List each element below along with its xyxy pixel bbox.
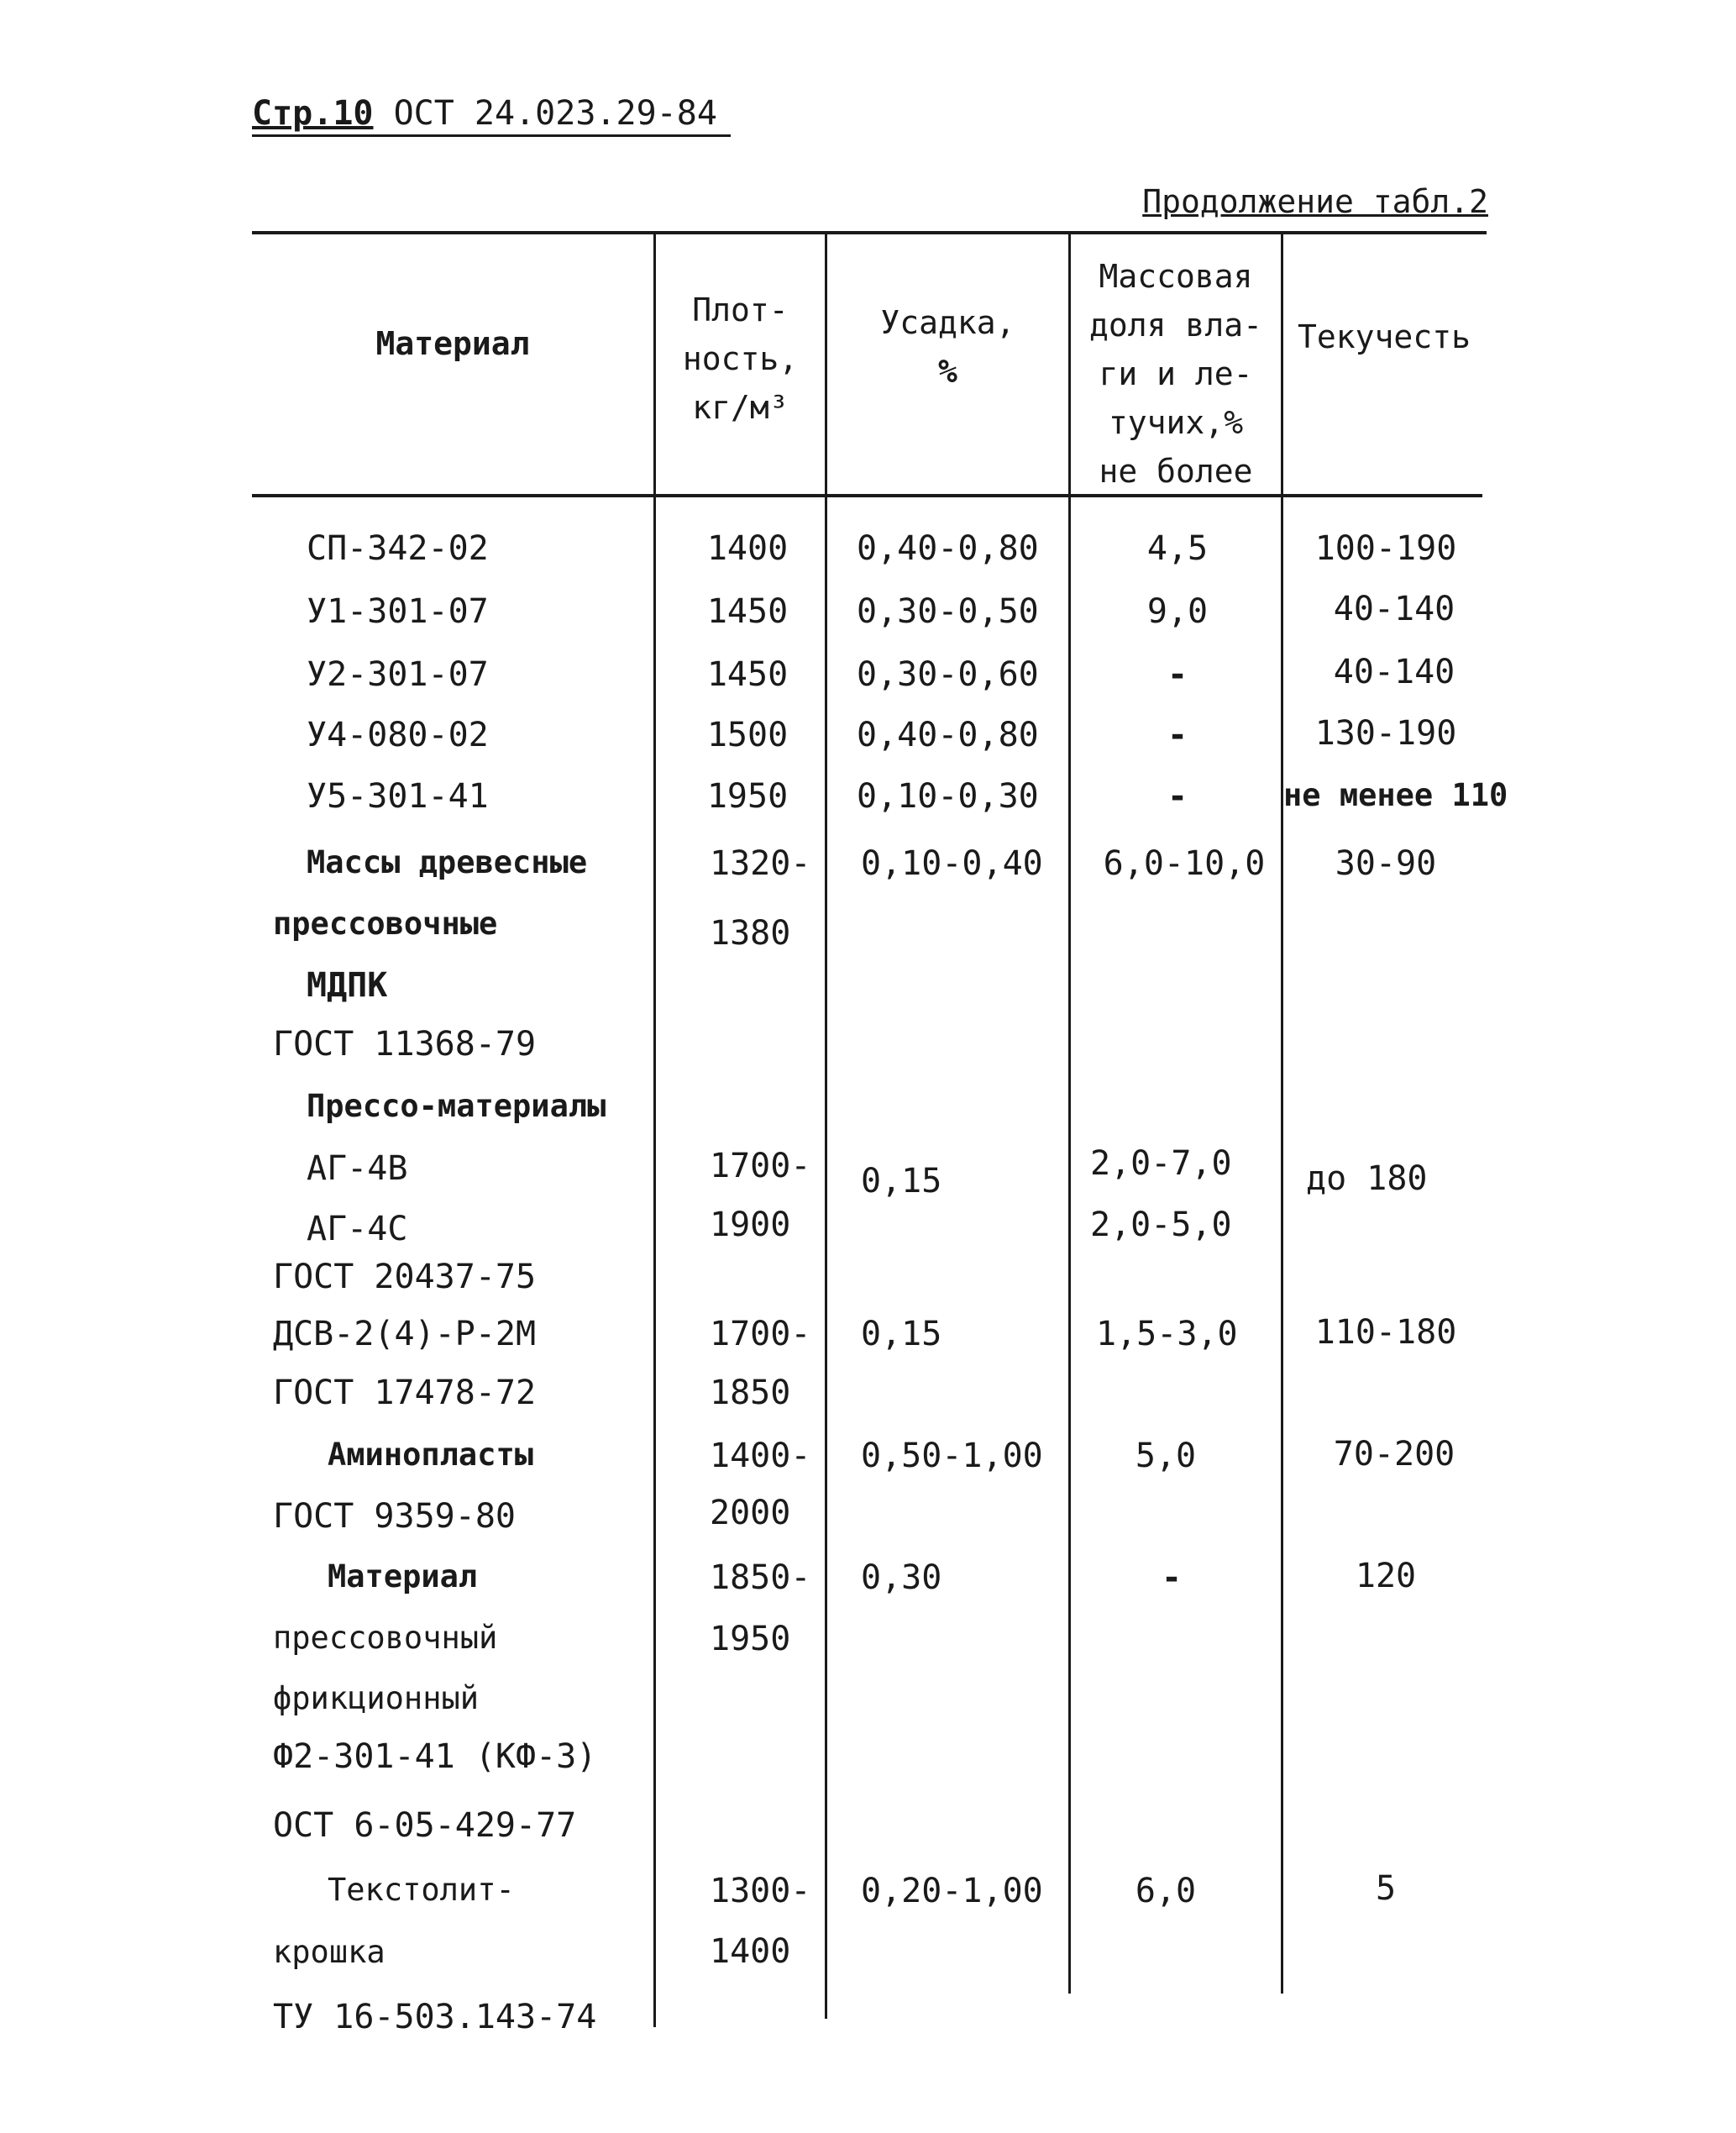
density-cell: 1300- [710,1872,811,1910]
density-cell: 1450 [706,592,789,631]
shrinkage-cell: 0,20-1,00 [861,1872,1043,1910]
material-cell: ТУ 16-503.143-74 [273,1998,597,2036]
moisture-cell: 5,0 [1135,1437,1197,1475]
shrinkage-cell: 0,10-0,40 [861,844,1043,883]
table-header-rule [252,494,1482,497]
shrinkage-cell: 0,15 [861,1315,942,1353]
material-cell: СП-342-02 [307,529,489,568]
moisture-cell: - [1167,655,1188,694]
density-cell: 1850 [710,1374,791,1412]
moisture-cell: 2,0-5,0 [1090,1206,1232,1244]
material-cell: ГОСТ 9359-80 [273,1497,516,1536]
material-cell: фрикционный [273,1680,480,1716]
density-cell: 1400- [710,1437,811,1475]
material-cell: ДСВ-2(4)-Р-2М [273,1315,537,1353]
material-cell: АГ-4С [307,1210,408,1248]
page-number: Стр.10 [252,94,374,133]
moisture-cell: - [1161,1558,1183,1597]
moisture-cell: 6,0 [1135,1872,1197,1910]
header-density: Плот- ность, кг/м³ [682,292,799,426]
fluidity-cell: 30-90 [1335,844,1437,883]
material-cell: АГ-4В [307,1149,408,1188]
material-cell: МДПК [307,966,388,1005]
fluidity-cell: 120 [1355,1557,1417,1595]
moisture-cell: 2,0-7,0 [1090,1144,1232,1183]
fluidity-cell: 110-180 [1314,1313,1457,1352]
material-cell: Массы древесные [307,844,588,880]
header-shrinkage: Усадка, % [880,304,1015,390]
moisture-cell: 4,5 [1146,529,1209,568]
fluidity-cell: 40-140 [1333,653,1455,691]
shrinkage-cell: 0,40-0,80 [857,716,1039,754]
column-divider-2 [825,234,827,2019]
shrinkage-cell: 0,30-0,60 [857,655,1039,694]
density-cell: 1900 [710,1206,791,1244]
table-top-rule [252,231,1487,234]
header-material: Материал [375,325,530,362]
material-cell: У1-301-07 [307,592,489,631]
density-cell: 1700- [710,1315,811,1353]
density-cell: 1950 [706,777,789,816]
column-divider-4 [1281,234,1283,1994]
moisture-cell: - [1167,777,1188,816]
header-moisture: Массовая доля вла- ги и ле- тучих,% не более [1089,258,1262,490]
shrinkage-cell: 0,15 [861,1162,942,1200]
header-fluidity: Текучесть [1298,318,1471,355]
material-cell: У2-301-07 [307,655,489,694]
density-cell: 1850- [710,1558,811,1597]
shrinkage-cell: 0,30-0,50 [857,592,1039,631]
moisture-cell: 9,0 [1146,592,1209,631]
moisture-cell: 6,0-10,0 [1103,844,1266,883]
material-cell: ГОСТ 11368-79 [273,1025,537,1064]
material-cell: ГОСТ 17478-72 [273,1374,537,1412]
density-cell: 1450 [706,655,789,694]
material-cell: Текстолит- [328,1872,515,1908]
page-header [252,94,717,133]
header-underline [252,134,731,137]
shrinkage-cell: 0,30 [861,1558,942,1597]
density-cell: 1700- [710,1147,811,1185]
moisture-cell: 1,5-3,0 [1096,1315,1238,1353]
column-divider-3 [1068,234,1071,1994]
fluidity-cell: 40-140 [1333,590,1455,628]
density-cell: 1950 [710,1620,791,1658]
fluidity-cell: не менее 110 [1283,777,1508,813]
density-cell: 1400 [706,529,789,568]
material-cell: Прессо-материалы [307,1088,606,1124]
shrinkage-cell: 0,40-0,80 [857,529,1039,568]
density-cell: 1500 [706,716,789,754]
fluidity-cell: 130-190 [1314,714,1457,753]
density-cell: 1380 [710,914,791,953]
material-cell: Аминопласты [328,1437,534,1473]
continuation-note: Продолжение табл.2 [1142,183,1488,220]
material-cell: ОСТ 6-05-429-77 [273,1806,577,1845]
fluidity-cell: 5 [1375,1869,1397,1908]
material-cell: Материал [328,1558,478,1594]
density-cell: 2000 [710,1494,791,1532]
fluidity-cell: 100-190 [1314,529,1457,568]
material-cell: прессовочные [273,906,498,942]
material-cell: Ф2-301-41 (КФ-3) [273,1737,597,1776]
fluidity-cell: 70-200 [1333,1435,1455,1474]
material-cell: У5-301-41 [307,777,489,816]
standard-code: ОСТ 24.023.29-84 [393,94,717,133]
moisture-cell: - [1167,716,1188,754]
material-cell: прессовочный [273,1620,498,1656]
shrinkage-cell: 0,10-0,30 [857,777,1039,816]
density-cell: 1400 [710,1932,791,1971]
material-cell: крошка [273,1934,385,1970]
material-cell: ГОСТ 20437-75 [273,1258,537,1296]
column-divider-1 [653,234,656,2027]
shrinkage-cell: 0,50-1,00 [861,1437,1043,1475]
fluidity-cell: до 180 [1306,1159,1428,1198]
material-cell: У4-080-02 [307,716,489,754]
density-cell: 1320- [710,844,811,883]
